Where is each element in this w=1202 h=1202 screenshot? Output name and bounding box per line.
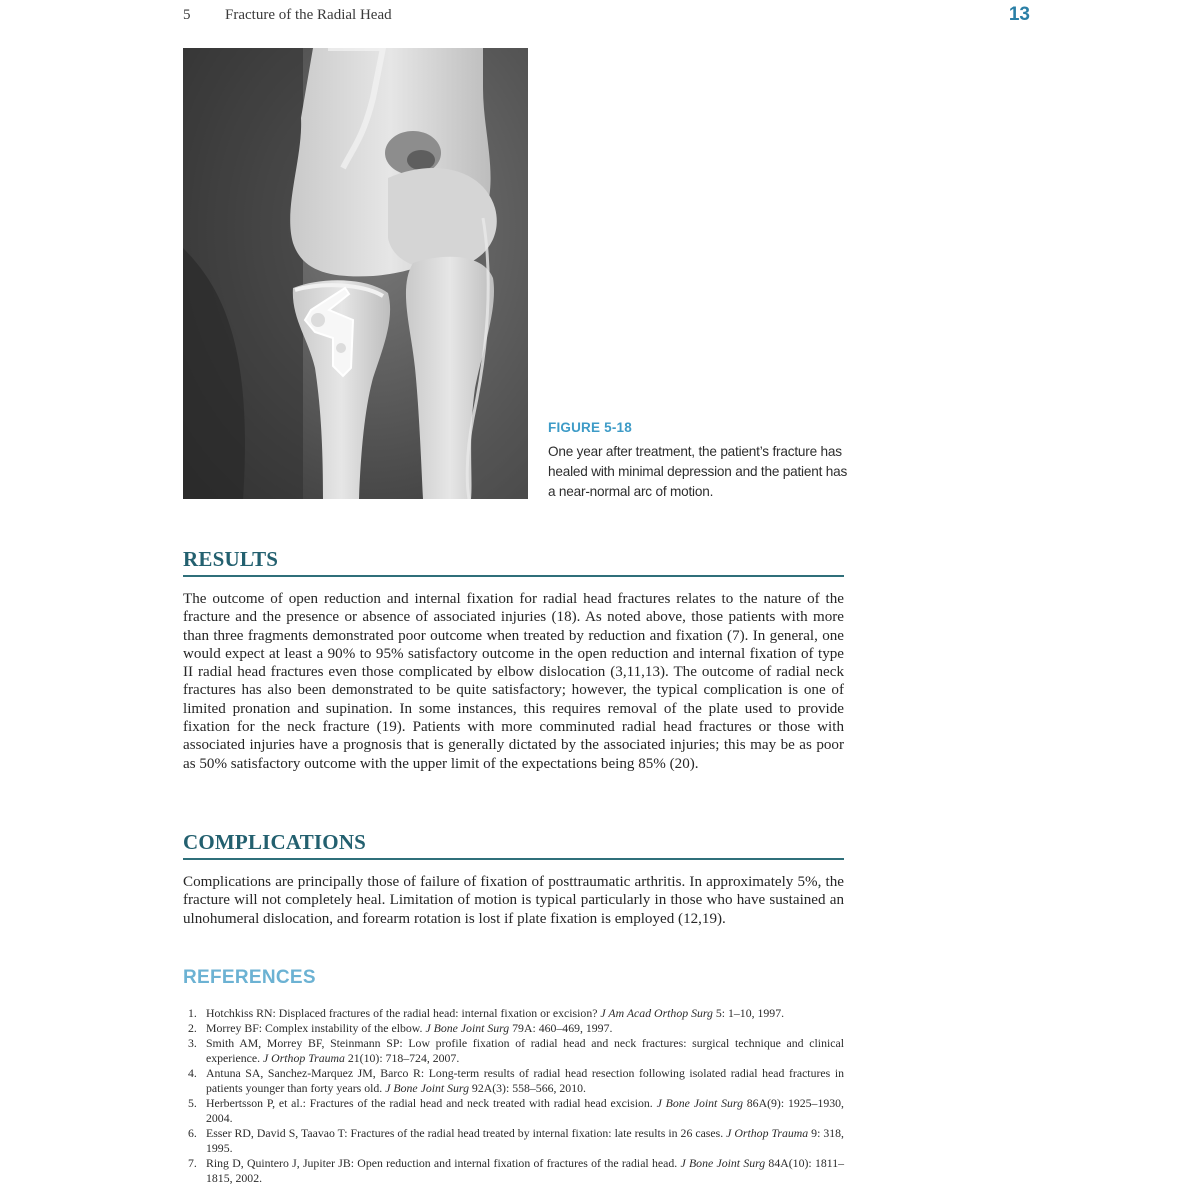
reference-text: Esser RD, David S, Taavao T: Fractures of the radial head treated by internal fixation: late results in 26 cases. — [206, 1126, 727, 1140]
reference-text: Morrey BF: Complex instability of the elbow. — [206, 1021, 426, 1035]
reference-citation: 9: 318, 1995. — [206, 1126, 844, 1155]
figure-caption-text: One year after treatment, the patient’s fracture has healed with minimal depression and the patient has a near-normal arc of motion. — [548, 444, 848, 499]
reference-journal: J Orthop Trauma — [262, 1051, 345, 1065]
figure-label: FIGURE 5-18 — [548, 420, 632, 435]
running-head — [183, 7, 392, 24]
reference-item — [183, 1156, 844, 1186]
reference-number: 5. — [188, 1096, 197, 1110]
reference-citation: 79A: 460–469, 1997. — [509, 1021, 613, 1035]
reference-journal: J Bone Joint Surg — [680, 1156, 766, 1170]
elbow-xray-image — [183, 48, 528, 499]
reference-text: Antuna SA, Sanchez-Marquez JM, Barco R: Long-term results of radial head resection following isolated radial head fractures in patients younger than forty years old. — [206, 1066, 844, 1095]
reference-text: Smith AM, Morrey BF, Steinmann SP: Low profile fixation of radial head and neck fractures: surgical technique and clinical experience. — [206, 1036, 844, 1065]
reference-item — [183, 1006, 844, 1021]
reference-citation: 84A(10): 1811–1815, 2002. — [206, 1156, 845, 1185]
results-heading: RESULTS — [183, 547, 844, 577]
complications-paragraph: Complications are principally those of failure of fixation of posttraumatic arthritis. In approximately 5%, the fracture will not completely heal. Limitation of motion is typical particularly in those who have sustained an ulnohumeral dislocation, and forearm rotation is lost if plate fixation is employed (12,19). — [183, 874, 844, 927]
complications-heading: COMPLICATIONS — [183, 830, 844, 860]
reference-number: 1. — [188, 1006, 197, 1020]
reference-item — [183, 1021, 844, 1036]
reference-item — [183, 1036, 844, 1066]
reference-citation: 92A(3): 558–566, 2010. — [468, 1081, 586, 1095]
reference-citation: 21(10): 718–724, 2007. — [344, 1051, 460, 1065]
references-heading: REFERENCES — [183, 967, 316, 988]
reference-item — [183, 1096, 844, 1126]
reference-journal: J Am Acad Orthop Surg — [600, 1006, 713, 1020]
reference-number: 3. — [188, 1036, 197, 1050]
reference-number: 7. — [188, 1156, 197, 1170]
chapter-number: 5 — [183, 7, 191, 23]
reference-citation: 86A(9): 1925–1930, 2004. — [206, 1096, 844, 1125]
reference-number: 6. — [188, 1126, 197, 1140]
reference-text: Herbertsson P, et al.: Fractures of the radial head and neck treated with radial head excision. — [206, 1096, 657, 1110]
reference-text: Ring D, Quintero J, Jupiter JB: Open reduction and internal fixation of fractures of the radial head. — [206, 1156, 681, 1170]
reference-journal: J Bone Joint Surg — [425, 1021, 510, 1035]
reference-journal: J Orthop Trauma — [726, 1126, 809, 1140]
chapter-title: Fracture of the Radial Head — [225, 7, 392, 23]
figure-caption — [548, 420, 848, 502]
page-number: 13 — [1008, 4, 1030, 25]
results-paragraph: The outcome of open reduction and internal fixation for radial head fractures relates to the nature of the fracture and the presence or absence of associated injuries (18). As noted above, those patients with more than three fragments demonstrated poor outcome when treated by reduction and fixation (7). In general, one would expect at least a 90% to 95% satisfactory outcome in the open reduction and internal fixation of type II radial head fractures even those complicated by elbow dislocation (3,11,13). The outcome of radial neck fractures has also been demonstrated to be quite satisfactory; however, the typical complication is one of limited pronation and supination. In some instances, this requires removal of the plate used to provide fixation for the neck fracture (19). Patients with more comminuted radial head fractures or those with associated injuries have a prognosis that is generally dictated by the associated injuries; this may be as poor as 50% satisfactory outcome with the upper limit of the expectations being 85% (20). — [183, 591, 844, 772]
reference-text: Hotchkiss RN: Displaced fractures of the radial head: internal fixation or excision? — [206, 1006, 601, 1020]
reference-item — [183, 1126, 844, 1156]
reference-journal: J Bone Joint Surg — [656, 1096, 743, 1110]
reference-journal: J Bone Joint Surg — [385, 1081, 469, 1095]
reference-citation: 5: 1–10, 1997. — [712, 1006, 785, 1020]
references-list — [183, 1006, 844, 1186]
reference-item — [183, 1066, 844, 1096]
reference-number: 2. — [188, 1021, 197, 1035]
reference-number: 4. — [188, 1066, 197, 1080]
